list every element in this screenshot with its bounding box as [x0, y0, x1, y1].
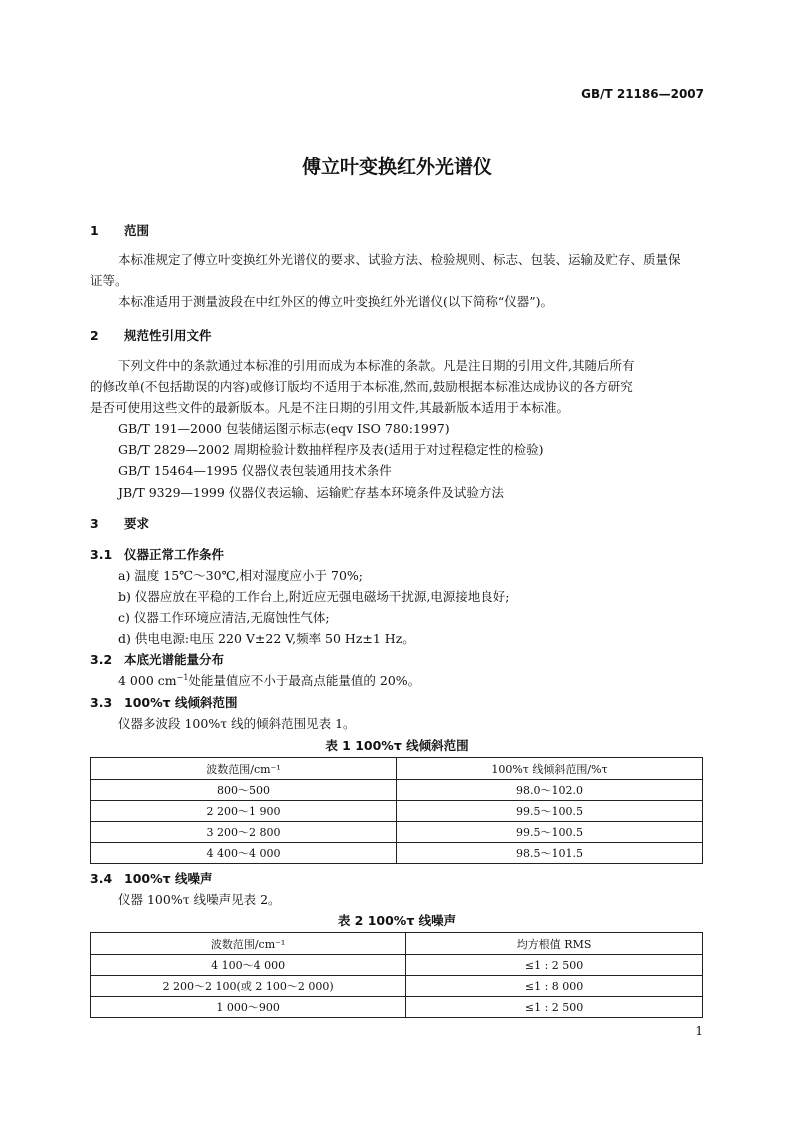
subsection-3-4-heading [90, 869, 212, 887]
sec2-paragraph-line-1: 下列文件中的条款通过本标准的引用而成为本标准的条款。凡是注日期的引用文件,其随后所有 [118, 358, 635, 373]
reference-item: GB/T 15464—1995 仪器仪表包装通用技术条件 [118, 463, 392, 478]
table-row [91, 843, 703, 864]
table-header-cell: 均方根值 RMS [406, 933, 703, 955]
condition-item: d) 供电电源:电压 220 V±22 V,频率 50 Hz±1 Hz。 [118, 631, 415, 646]
condition-item: b) 仪器应放在平稳的工作台上,附近应无强电磁场干扰源,电源接地良好; [118, 589, 510, 604]
table-header-cell: 波数范围/cm⁻¹ [91, 933, 406, 955]
sec1-paragraph-1-line-1: 本标准规定了傅立叶变换红外光谱仪的要求、试验方法、检验规则、标志、包装、运输及贮存、质量保 [118, 252, 681, 267]
sec34-text: 仪器 100%τ 线噪声见表 2。 [118, 892, 281, 907]
sec1-paragraph-2: 本标准适用于测量波段在中红外区的傅立叶变换红外光谱仪(以下简称“仪器”)。 [118, 294, 554, 309]
section-number: 1 [90, 223, 99, 238]
table-cell: 3 200～2 800 [91, 822, 397, 843]
section-number: 3 [90, 516, 99, 531]
section-title: 规范性引用文件 [124, 328, 212, 343]
section-title: 范围 [124, 223, 150, 238]
table-row [91, 801, 703, 822]
reference-item: GB/T 191—2000 包装储运图示标志(eqv ISO 780:1997) [118, 421, 450, 436]
subsection-3-2-heading [90, 650, 224, 668]
sec32-text-post: 处能量值应不小于最高点能量值的 20%。 [188, 673, 421, 688]
subsection-number: 3.1 [90, 547, 113, 562]
table-1-caption: 表 1 100%τ 线倾斜范围 [325, 738, 469, 753]
table-cell: ≤1 : 8 000 [406, 976, 703, 997]
section-3-heading [90, 514, 149, 532]
table-row [91, 780, 703, 801]
sec32-text-pre: 4 000 cm [118, 673, 177, 688]
sec32-text [118, 671, 420, 689]
sec33-text: 仪器多波段 100%τ 线的倾斜范围见表 1。 [118, 716, 356, 731]
subsection-title: 仪器正常工作条件 [124, 547, 225, 562]
subsection-3-3-heading [90, 693, 237, 711]
condition-item: a) 温度 15℃～30℃,相对湿度应小于 70%; [118, 568, 363, 583]
standard-number: GB/T 21186—2007 [581, 87, 704, 101]
subsection-title: 100%τ 线倾斜范围 [124, 695, 238, 710]
table-cell: ≤1 : 2 500 [406, 955, 703, 976]
table-cell: 4 400～4 000 [91, 843, 397, 864]
subsection-title: 本底光谱能量分布 [124, 652, 225, 667]
subsection-number: 3.4 [90, 871, 113, 886]
sec32-text-superscript: −1 [176, 672, 189, 682]
subsection-3-1-heading [90, 545, 224, 563]
table-header-row [91, 758, 703, 780]
reference-item: JB/T 9329—1999 仪器仪表运输、运输贮存基本环境条件及试验方法 [118, 485, 504, 500]
section-1-heading [90, 221, 149, 239]
table-cell: 98.0～102.0 [397, 780, 703, 801]
section-number: 2 [90, 328, 99, 343]
table-cell: 2 200～1 900 [91, 801, 397, 822]
table-header-cell: 100%τ 线倾斜范围/%τ [397, 758, 703, 780]
document-title: 傅立叶变换红外光谱仪 [301, 156, 492, 178]
table-row [91, 955, 703, 976]
table-cell: 99.5～100.5 [397, 822, 703, 843]
sec2-paragraph-line-2: 的修改单(不包括勘误的内容)或修订版均不适用于本标准,然而,鼓励根据本标准达成协议的各方研究 [90, 379, 633, 394]
table-row [91, 997, 703, 1018]
section-title: 要求 [124, 516, 150, 531]
table-cell: 800～500 [91, 780, 397, 801]
table-row [91, 976, 703, 997]
reference-item: GB/T 2829—2002 周期检验计数抽样程序及表(适用于对过程稳定性的检验) [118, 442, 544, 457]
table-1 [90, 757, 703, 864]
table-row [91, 822, 703, 843]
subsection-number: 3.2 [90, 652, 113, 667]
sec1-paragraph-1-line-2: 证等。 [90, 273, 128, 288]
subsection-number: 3.3 [90, 695, 113, 710]
sec2-paragraph-line-3: 是否可使用这些文件的最新版本。凡是不注日期的引用文件,其最新版本适用于本标准。 [90, 400, 569, 415]
table-2-caption: 表 2 100%τ 线噪声 [337, 913, 457, 928]
condition-item: c) 仪器工作环境应清洁,无腐蚀性气体; [118, 610, 330, 625]
section-2-heading [90, 326, 212, 344]
table-cell: 99.5～100.5 [397, 801, 703, 822]
table-cell: 4 100～4 000 [91, 955, 406, 976]
table-cell: 1 000～900 [91, 997, 406, 1018]
table-cell: 2 200～2 100(或 2 100～2 000) [91, 976, 406, 997]
table-header-cell: 波数范围/cm⁻¹ [91, 758, 397, 780]
table-cell: ≤1 : 2 500 [406, 997, 703, 1018]
page-number: 1 [695, 1024, 703, 1038]
subsection-title: 100%τ 线噪声 [124, 871, 213, 886]
table-2 [90, 932, 703, 1018]
table-header-row [91, 933, 703, 955]
table-cell: 98.5～101.5 [397, 843, 703, 864]
